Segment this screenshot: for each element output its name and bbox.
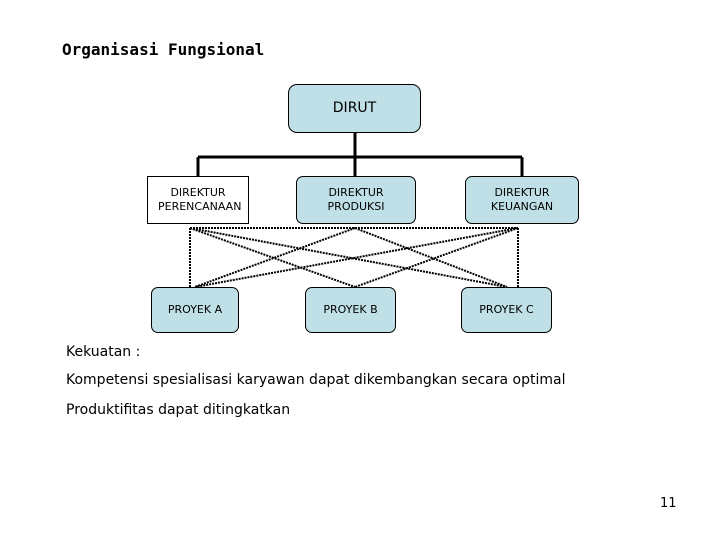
- node-direktur-keuangan: [465, 176, 579, 224]
- node-direktur-keuangan-label: DIREKTUR KEUANGAN: [490, 186, 554, 213]
- matrix-line-right-left: [195, 228, 518, 287]
- strength-point-2: Produktifitas dapat ditingkatkan: [66, 402, 291, 418]
- node-proyek-a-label: PROYEK A: [167, 303, 223, 317]
- slide-title: Organisasi Fungsional: [62, 40, 265, 59]
- node-dirut-label: DIRUT: [332, 99, 377, 116]
- matrix-line-center-left: [195, 228, 355, 287]
- page-number: 11: [660, 496, 677, 511]
- node-proyek-c: [461, 287, 552, 333]
- node-dirut: [288, 84, 421, 133]
- node-proyek-a: [151, 287, 239, 333]
- node-direktur-produksi-label: DIREKTUR PRODUKSI: [327, 186, 385, 213]
- node-direktur-perencanaan: [147, 176, 249, 224]
- node-direktur-produksi: [296, 176, 416, 224]
- strengths-heading: Kekuatan :: [66, 344, 141, 360]
- node-proyek-b: [305, 287, 396, 333]
- matrix-line-left-right: [190, 228, 507, 287]
- strength-point-1: Kompetensi spesialisasi karyawan dapat dikembangkan secara optimal: [66, 372, 566, 388]
- node-proyek-c-label: PROYEK C: [479, 303, 534, 317]
- node-direktur-perencanaan-label: DIREKTUR PERENCANAAN: [158, 186, 242, 213]
- node-proyek-b-label: PROYEK B: [323, 303, 378, 317]
